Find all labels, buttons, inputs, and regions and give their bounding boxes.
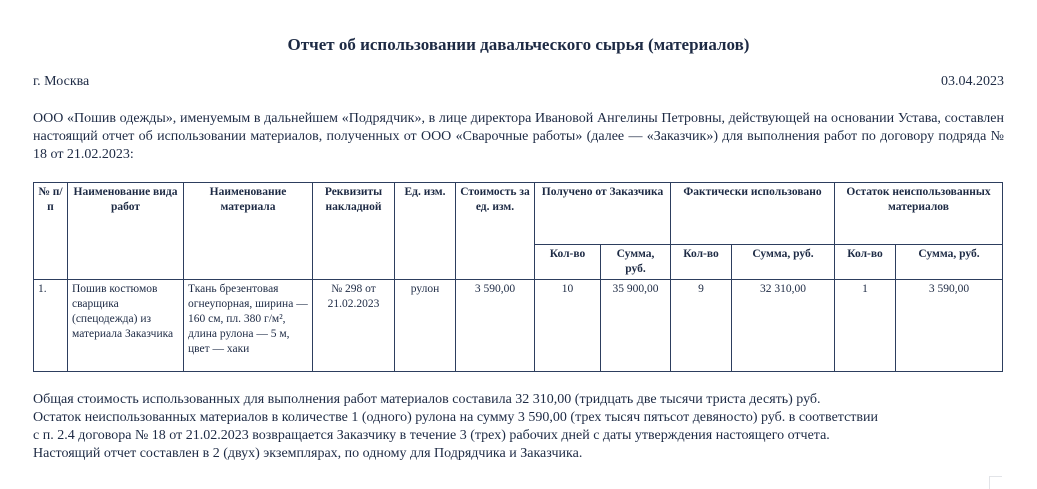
document-title: Отчет об использовании давальческого сырья (материалов) bbox=[287, 35, 750, 54]
intro-paragraph: ООО «Пошив одежды», именуемым в дальнейшем «Подрядчик», в лице директора Ивановой Ангелины Петровны, действующей на основании Устава, составлен настоящий отчет об использовании материалов, полученных от ООО «Сварочные работы» (далее — «Заказчик») для выполнения работ по договору подряда № 18 от 21.02.2023: bbox=[33, 111, 1004, 162]
cell-remaining-qty: 1 bbox=[835, 280, 896, 372]
header-received: Получено от Заказчика bbox=[535, 183, 671, 245]
header-remaining-sum: Сумма, руб. bbox=[896, 245, 1003, 280]
document-date: 03.04.2023 bbox=[941, 74, 1004, 89]
cell-received-sum: 35 900,00 bbox=[601, 280, 671, 372]
page-corner-marker bbox=[989, 476, 1002, 489]
header-work: Наименование вида работ bbox=[68, 183, 184, 280]
header-unit-cost: Стоимость за ед. изм. bbox=[456, 183, 535, 280]
city: г. Москва bbox=[33, 74, 90, 89]
header-invoice: Реквизиты накладной bbox=[313, 183, 395, 280]
cell-remaining-sum: 3 590,00 bbox=[896, 280, 1003, 372]
summary-line-return: с п. 2.4 договора № 18 от 21.02.2023 возвращается Заказчику в течение 3 (трех) рабочих дней с даты утверждения настоящего отчета. bbox=[33, 428, 830, 443]
cell-used-sum: 32 310,00 bbox=[732, 280, 835, 372]
header-material: Наименование материала bbox=[184, 183, 313, 280]
cell-work: Пошив костюмов сварщика (спецодежда) из материала Заказчика bbox=[68, 280, 184, 372]
header-remaining-qty: Кол-во bbox=[835, 245, 896, 280]
header-remaining: Остаток неиспользованных материалов bbox=[835, 183, 1003, 245]
cell-material: Ткань брезентовая огнеупорная, ширина — 160 см, пл. 380 г/м², длина рулона — 5 м, цвет — хаки bbox=[184, 280, 313, 372]
header-received-sum: Сумма, руб. bbox=[601, 245, 671, 280]
cell-used-qty: 9 bbox=[671, 280, 732, 372]
summary-line-remaining: Остаток неиспользованных материалов в количестве 1 (одного) рулона на сумму 3 590,00 (трех тысяч пятьсот девяносто) руб. в соответствии bbox=[33, 410, 879, 425]
cell-invoice: № 298 от 21.02.2023 bbox=[313, 280, 395, 372]
summary-text bbox=[33, 391, 1013, 463]
header-unit: Ед. изм. bbox=[395, 183, 456, 280]
header-used-sum: Сумма, руб. bbox=[732, 245, 835, 280]
summary-line-copies: Настоящий отчет составлен в 2 (двух) экземплярах, по одному для Подрядчика и Заказчика. bbox=[33, 446, 583, 461]
table-row bbox=[34, 280, 1003, 372]
cell-unit-cost: 3 590,00 bbox=[456, 280, 535, 372]
cell-num: 1. bbox=[34, 280, 68, 372]
materials-report-table bbox=[33, 182, 1003, 372]
summary-line-total-cost: Общая стоимость использованных для выполнения работ материалов составила 32 310,00 (тридцать две тысячи триста десять) руб. bbox=[33, 392, 821, 407]
header-received-qty: Кол-во bbox=[535, 245, 601, 280]
header-used-qty: Кол-во bbox=[671, 245, 732, 280]
cell-received-qty: 10 bbox=[535, 280, 601, 372]
header-used: Фактически использовано bbox=[671, 183, 835, 245]
header-num: № п/п bbox=[34, 183, 68, 280]
cell-unit: рулон bbox=[395, 280, 456, 372]
